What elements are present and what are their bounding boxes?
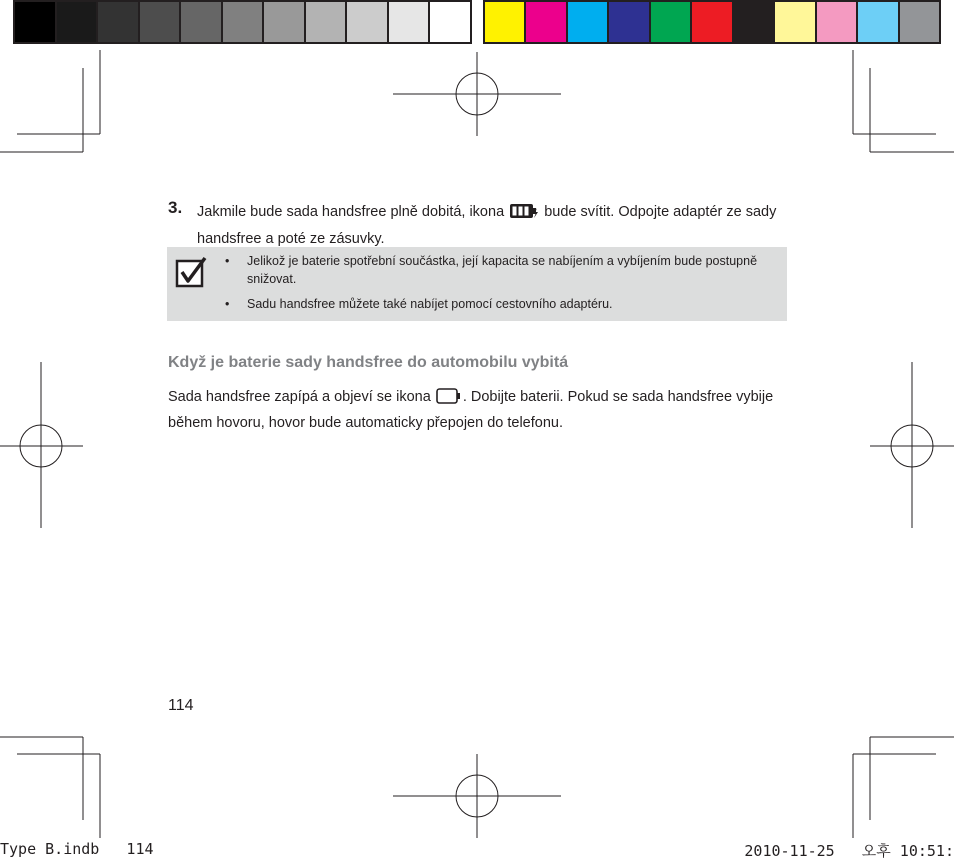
note-item	[225, 252, 765, 288]
section-heading: Když je baterie sady handsfree do automobilu vybitá	[168, 354, 569, 371]
note-item-text: Sadu handsfree můžete také nabíjet pomocí cestovního adaptéru.	[247, 297, 613, 311]
note-check-icon	[175, 256, 207, 293]
registration-mark-left	[0, 362, 83, 528]
step-text-before: Jakmile bude sada handsfree plně dobitá, ikona	[197, 204, 505, 220]
battery-empty-icon	[436, 387, 462, 412]
page-number: 114	[168, 697, 194, 714]
bullet: •	[225, 297, 230, 311]
step-text	[197, 201, 777, 251]
section-text-after: . Dobijte baterii. Pokud se sada handsfree vybije během hovoru, hovor bude automaticky přepojen do telefonu.	[168, 389, 774, 431]
step-text-after: bude svítit. Odpojte adaptér ze sady handsfree a poté ze zásuvky.	[197, 204, 777, 247]
battery-full-icon	[509, 202, 539, 228]
crop-mark-bottom-left	[0, 737, 100, 838]
registration-mark-right	[870, 362, 954, 528]
slug-timestamp: 2010-11-25 오후 10:51:	[744, 842, 954, 860]
note-item-text: Jelikož je baterie spotřební součástka, její kapacita se nabíjením a vybíjením bude postupně snižovat.	[247, 254, 758, 286]
section-body	[168, 386, 788, 434]
crop-mark-bottom-right	[853, 737, 954, 838]
slug-file: Type B.indb 114	[0, 840, 154, 858]
bullet: •	[225, 254, 230, 268]
registration-mark-top	[393, 52, 561, 136]
note-box	[167, 247, 787, 321]
crop-mark-top-left	[0, 50, 100, 152]
registration-mark-bottom	[393, 754, 561, 838]
section-text-before: Sada handsfree zapípá a objeví se ikona	[168, 389, 431, 405]
step-number: 3.	[168, 198, 183, 217]
note-list	[225, 252, 765, 320]
note-item	[225, 295, 765, 313]
crop-mark-top-right	[853, 50, 954, 152]
